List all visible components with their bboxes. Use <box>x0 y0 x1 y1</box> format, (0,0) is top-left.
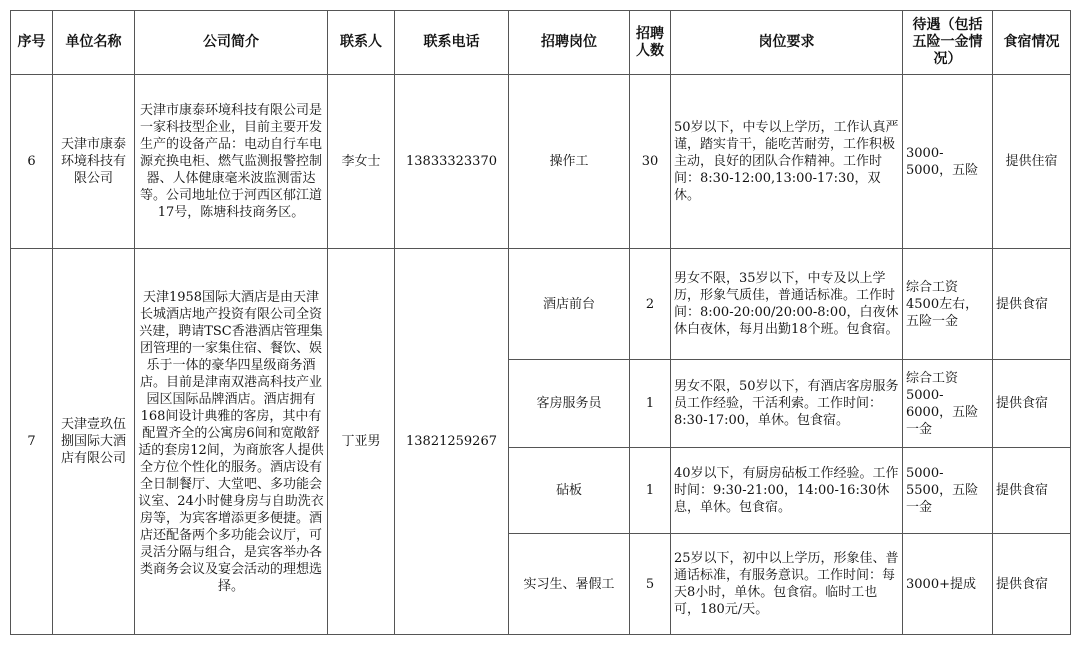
company-name: 天津市康泰环境科技有限公司 <box>53 75 135 249</box>
job-requirements: 40岁以下，有厨房砧板工作经验。工作时间：9:30-21:00，14:00-16:30休息，单休。包食宿。 <box>671 448 903 534</box>
job-requirements: 50岁以下，中专以上学历，工作认真严谨，踏实肯干，能吃苦耐劳，工作积极主动，良好的团队合作精神。工作时间：8:30-12:00,13:00-17:30，双休。 <box>671 75 903 249</box>
job-headcount: 1 <box>630 360 671 448</box>
header-intro: 公司简介 <box>135 11 328 75</box>
job-headcount: 30 <box>630 75 671 249</box>
header-company-name: 单位名称 <box>53 11 135 75</box>
job-position: 操作工 <box>509 75 630 249</box>
header-headcount: 招聘人数 <box>630 11 671 75</box>
job-headcount: 2 <box>630 249 671 360</box>
table-row <box>11 75 1071 249</box>
contact-person: 丁亚男 <box>328 249 395 635</box>
job-lodging: 提供食宿 <box>993 249 1071 360</box>
header-requirements: 岗位要求 <box>671 11 903 75</box>
header-index: 序号 <box>11 11 53 75</box>
header-position: 招聘岗位 <box>509 11 630 75</box>
table-row <box>11 249 1071 360</box>
contact-phone: 13833323370 <box>395 75 509 249</box>
contact-phone: 13821259267 <box>395 249 509 635</box>
job-requirements: 男女不限，50岁以下，有酒店客房服务员工作经验，干活利索。工作时间：8:30-17:00，单休。包食宿。 <box>671 360 903 448</box>
job-requirements: 男女不限，35岁以下，中专及以上学历，形象气质佳，普通话标准。工作时间：8:00-20:00/20:00-8:00，白夜休休白夜休，每月出勤18个班。包食宿。 <box>671 249 903 360</box>
row-index: 6 <box>11 75 53 249</box>
job-lodging: 提供食宿 <box>993 448 1071 534</box>
header-lodging: 食宿情况 <box>993 11 1071 75</box>
job-headcount: 1 <box>630 448 671 534</box>
job-requirements: 25岁以下，初中以上学历，形象佳、普通话标准，有服务意识。工作时间：每天8小时，单休。包食宿。临时工也可，180元/天。 <box>671 534 903 635</box>
job-lodging: 提供食宿 <box>993 360 1071 448</box>
job-position: 酒店前台 <box>509 249 630 360</box>
job-pay: 5000-5500，五险一金 <box>903 448 993 534</box>
row-index: 7 <box>11 249 53 635</box>
header-phone: 联系电话 <box>395 11 509 75</box>
job-pay: 3000-5000，五险 <box>903 75 993 249</box>
job-position: 实习生、暑假工 <box>509 534 630 635</box>
job-pay: 3000+提成 <box>903 534 993 635</box>
header-contact: 联系人 <box>328 11 395 75</box>
company-intro: 天津1958国际大酒店是由天津长城酒店地产投资有限公司全资兴建，聘请TSC香港酒店管理集团管理的一家集住宿、餐饮、娱乐于一体的豪华四星级商务酒店。目前是津南双港高科技产业园区国际品牌酒店。酒店拥有168间设计典雅的客房，其中有配置齐全的公寓房6间和宽敞舒适的套房12间，为商旅客人提供全方位个性化的服务。酒店设有全日制餐厅、大堂吧、多功能会议室、24小时健身房与自助洗衣房等，为宾客增添更多便捷。酒店还配备两个多功能会议厅，可灵活分隔与组合，是宾客举办各类商务会议及宴会活动的理想选择。 <box>135 249 328 635</box>
job-listings-table <box>10 10 1071 635</box>
job-position: 客房服务员 <box>509 360 630 448</box>
company-intro: 天津市康泰环境科技有限公司是一家科技型企业，目前主要开发生产的设备产品：电动自行车电源充换电柜、燃气监测报警控制器、人体健康毫米波监测雷达等。公司地址位于河西区郁江道17号，陈塘科技商务区。 <box>135 75 328 249</box>
job-lodging: 提供住宿 <box>993 75 1071 249</box>
job-pay: 综合工资4500左右，五险一金 <box>903 249 993 360</box>
header-pay: 待遇（包括五险一金情况） <box>903 11 993 75</box>
job-headcount: 5 <box>630 534 671 635</box>
job-position: 砧板 <box>509 448 630 534</box>
header-row <box>11 11 1071 75</box>
job-lodging: 提供食宿 <box>993 534 1071 635</box>
job-pay: 综合工资5000-6000，五险一金 <box>903 360 993 448</box>
company-name: 天津壹玖伍捌国际大酒店有限公司 <box>53 249 135 635</box>
contact-person: 李女士 <box>328 75 395 249</box>
